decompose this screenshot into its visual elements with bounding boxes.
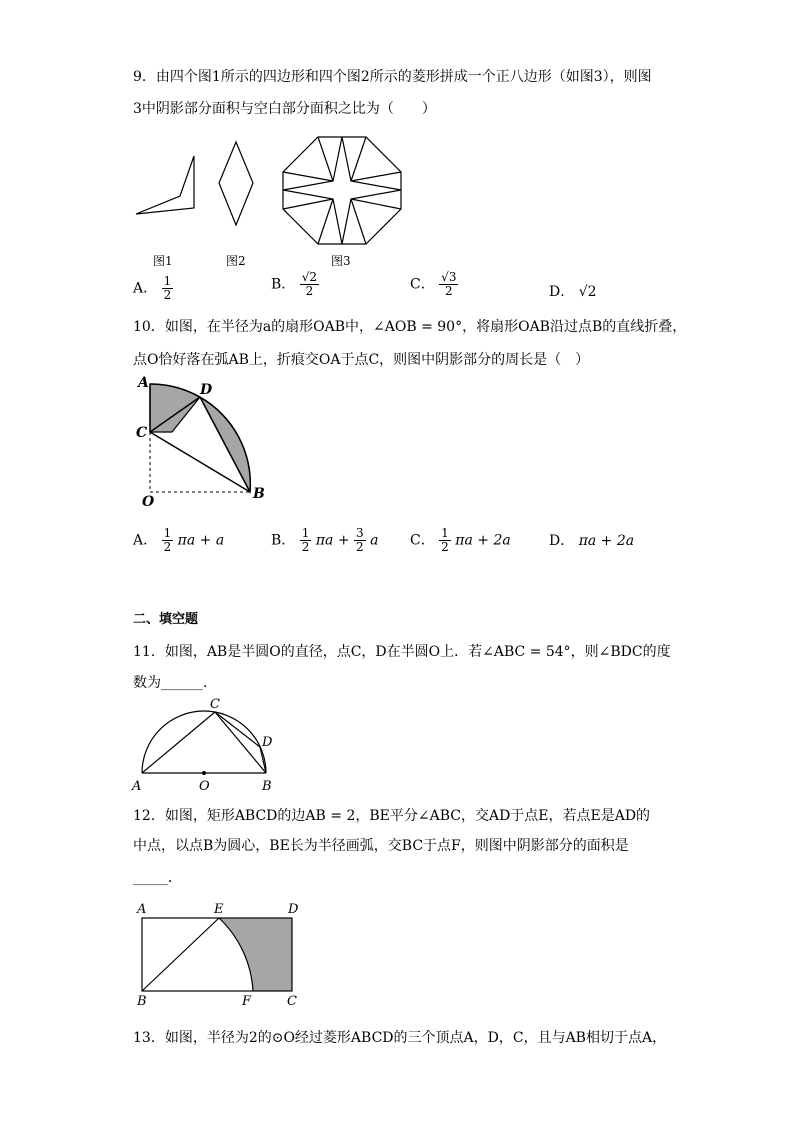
point-c-label: C: [210, 697, 220, 712]
point-c-label: C: [287, 994, 297, 1009]
option-letter: B．: [271, 532, 296, 549]
option-letter: A．: [133, 280, 158, 297]
q10-option-d[interactable]: [549, 530, 634, 550]
q9-option-a[interactable]: [133, 275, 173, 302]
q11-line1: 11．如图，AB是半圆O的直径，点C，D在半圆O上．若∠ABC = 54°，则∠BDC的度: [133, 644, 671, 660]
fraction: $\frac{1}{2}$: [301, 526, 310, 554]
fraction: $\frac{1}{2}$: [163, 274, 172, 302]
q12-figure: [130, 895, 310, 1010]
point-b-label: B: [262, 779, 272, 794]
point-f-label: F: [242, 994, 252, 1009]
fraction: $\frac{1}{2}$: [441, 526, 449, 554]
q10-option-b[interactable]: [271, 527, 378, 554]
point-o-label: O: [142, 494, 155, 510]
fraction: $\frac{√3}{2}$: [441, 270, 457, 298]
center-o-dot: [202, 771, 206, 775]
q10-option-a[interactable]: [133, 527, 224, 554]
option-value: πa + 2a: [455, 532, 511, 549]
q9-figure1: [130, 150, 200, 220]
point-b-label: B: [137, 994, 147, 1009]
q9-line2: 3中阴影部分面积与空白部分面积之比为（ ）: [133, 101, 436, 117]
q9-figure3: [278, 132, 406, 247]
option-letter: D．: [549, 533, 575, 549]
q12-line3: _____．: [133, 870, 182, 886]
option-value-2: a: [370, 532, 379, 549]
option-value: πa + a: [177, 532, 225, 549]
option-value: πa +: [315, 532, 350, 549]
point-c-label: C: [136, 425, 148, 441]
point-a-label: A: [137, 902, 147, 917]
q12-line1: 12．如图，矩形ABCD的边AB = 2，BE平分∠ABC，交AD于点E，若点E是AD的: [133, 808, 651, 824]
fraction-2: $\frac{3}{2}$: [356, 526, 364, 554]
q11-figure: [130, 695, 280, 795]
point-d-label: D: [288, 902, 299, 917]
fraction: $\frac{√2}{2}$: [301, 270, 318, 298]
point-e-label: E: [214, 902, 224, 917]
q10-figure: [130, 372, 280, 510]
q9-fig2-label: 图2: [226, 254, 246, 268]
q9-fig1-label: 图1: [153, 254, 173, 268]
q10-option-c[interactable]: [410, 527, 511, 554]
fraction: $\frac{1}{2}$: [163, 526, 172, 554]
point-b-label: B: [253, 486, 265, 502]
option-letter: B．: [271, 276, 296, 293]
option-letter: D．: [549, 284, 575, 300]
q10-line1: 10．如图，在半径为a的扇形OAB中，∠AOB = 90°，将扇形OAB沿过点B的直线折叠，: [133, 319, 687, 335]
q10-line2: 点O恰好落在弧AB上，折痕交OA于点C，则图中阴影部分的周长是（ ）: [133, 352, 590, 368]
point-a-label: A: [132, 779, 142, 794]
point-d-label: D: [200, 382, 213, 398]
q9-option-b[interactable]: [271, 271, 319, 298]
q13-line1: 13．如图，半径为2的⊙O经过菱形ABCD的三个顶点A，D，C，且与AB相切于点A，: [133, 1030, 667, 1046]
q9-line1: 9．由四个图1所示的四边形和四个图2所示的菱形拼成一个正八边形（如图3），则图: [133, 69, 652, 85]
option-letter: C．: [410, 532, 435, 549]
point-d-label: D: [262, 735, 273, 750]
option-value: πa + 2a: [578, 533, 635, 549]
q11-line2: 数为______．: [133, 675, 217, 691]
point-o-label: O: [199, 779, 210, 794]
point-a-label: A: [138, 375, 149, 391]
q9-option-c[interactable]: [410, 271, 458, 298]
q9-option-d[interactable]: [549, 281, 597, 301]
q9-figure2: [215, 140, 260, 230]
section-title: 二、填空题: [133, 612, 199, 627]
option-letter: C．: [410, 276, 435, 293]
option-value: √2: [578, 284, 597, 300]
q12-line2: 中点，以点B为圆心，BE长为半径画弧，交BC于点F，则图中阴影部分的面积是: [133, 838, 629, 854]
q9-fig3-label: 图3: [331, 254, 351, 268]
option-letter: A．: [133, 532, 158, 549]
